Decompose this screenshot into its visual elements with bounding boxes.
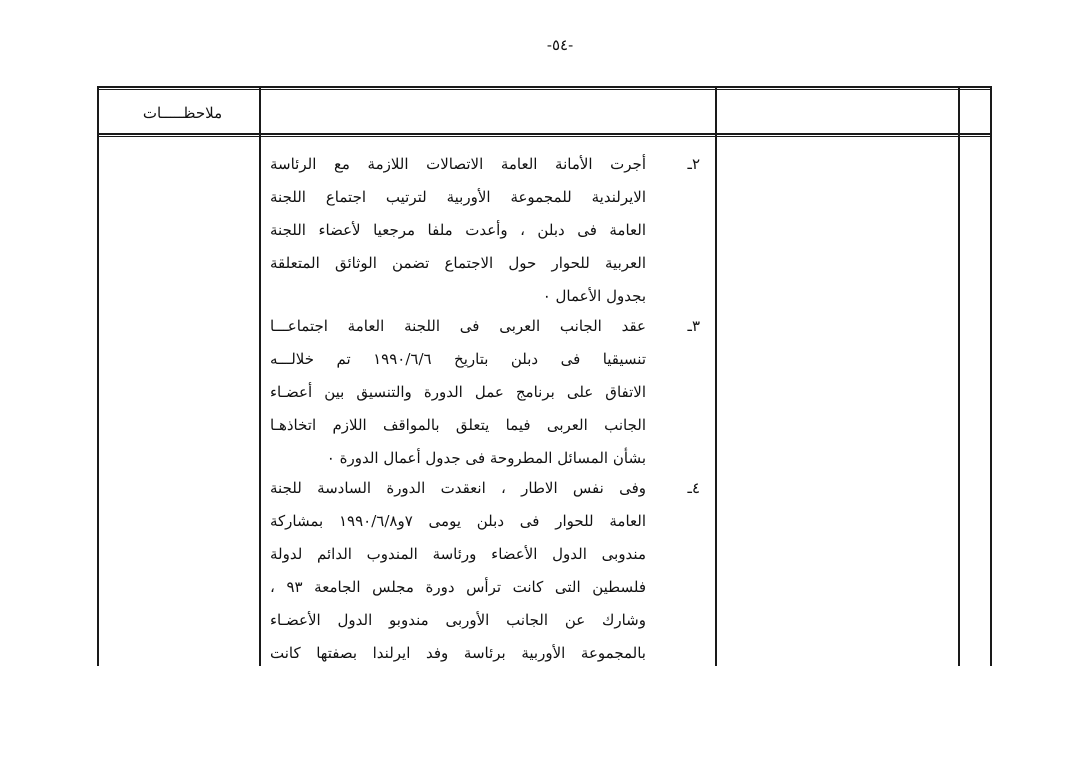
column-divider-left	[97, 86, 99, 666]
text-line: العربية للحوار حول الاجتماع تضمن الوثائق المتعلقة	[270, 254, 646, 272]
column-divider-right	[990, 86, 992, 666]
column-divider-notes	[259, 86, 261, 666]
text-line: بشأن المسائل المطروحة فى جدول أعمال الدورة ٠	[326, 449, 646, 467]
notes-column-header: ملاحظـــــات	[142, 104, 223, 122]
text-line: العامة للحوار فى دبلن يومى ٧و١٩٩٠/٦/٨ بمشاركة	[270, 512, 646, 530]
text-line: أجرت الأمانة العامة الاتصالات اللازمة مع الرئاسة	[270, 155, 646, 173]
text-line: وفى نفس الاطار ، انعقدت الدورة السادسة للجنة	[270, 479, 646, 497]
text-line: عقد الجانب العربى فى اللجنة العامة اجتماعـــا	[270, 317, 646, 335]
column-divider-inner	[958, 86, 960, 666]
item-number: ٣ـ	[687, 317, 700, 335]
text-line: مندوبى الدول الأعضاء ورئاسة المندوب الدائم لدولة	[270, 545, 646, 563]
text-line: تنسيقيا فى دبلن بتاريخ ١٩٩٠/٦/٦ تم خلالـــه	[270, 350, 646, 368]
page-number: -٥٤-	[546, 36, 574, 54]
column-divider-text	[715, 86, 717, 666]
text-line: بجدول الأعمال ٠	[542, 287, 646, 305]
text-line: الايرلندية للمجموعة الأوربية لترتيب اجتماع اللجنة	[270, 188, 646, 206]
text-line: العامة فى دبلن ، وأعدت ملفا مرجعيا لأعضاء اللجنة	[270, 221, 646, 239]
header-bottom-rule-inner	[97, 136, 992, 137]
item-number: ٤ـ	[687, 479, 700, 497]
text-line: الجانب العربى فيما يتعلق بالمواقف اللازم اتخاذهـا	[270, 416, 646, 434]
text-line: وشارك عن الجانب الأوربى مندوبو الدول الأعضـاء	[270, 611, 646, 629]
text-line: بالمجموعة الأوربية برئاسة وفد ايرلندا بصفتها كانت	[270, 644, 646, 662]
item-number: ٢ـ	[687, 155, 700, 173]
table-top-rule	[97, 86, 992, 88]
table-top-rule-inner	[97, 89, 992, 90]
text-line: الاتفاق على برنامج عمل الدورة والتنسيق بين أعضـاء	[270, 383, 646, 401]
text-line: فلسطين التى كانت ترأس دورة مجلس الجامعة ٩٣ ،	[270, 578, 646, 596]
header-bottom-rule	[97, 133, 992, 135]
